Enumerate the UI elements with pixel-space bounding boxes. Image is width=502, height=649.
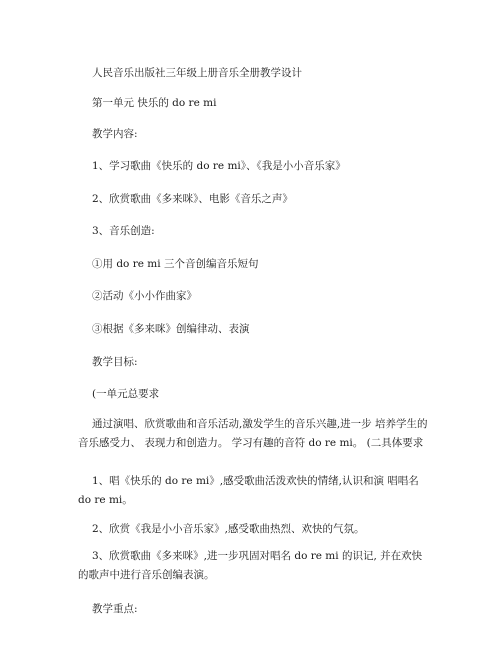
key-points-heading: 教学重点: <box>92 603 138 615</box>
content-heading: 教学内容: <box>92 128 138 140</box>
content-item-3: 3、音乐创造: <box>92 225 155 237</box>
goals-paragraph: 通过演唱、欣赏歌曲和音乐活动,激发学生的音乐兴趣,进一步 培养学生的音乐感受力、 表现力和创造力。 学习有趣的音符 do re mi。 (二具体要求 <box>78 418 428 449</box>
unit-heading: 第一单元 快乐的 do re mi <box>92 97 217 109</box>
content-item-4: ①用 do re mi 三个音创编音乐短句 <box>92 258 259 270</box>
content-item-2: 2、欣赏歌曲《多来咪》、电影《音乐之声》 <box>92 193 293 205</box>
requirement-1: 1、唱《快乐的 do re mi》,感受歌曲活泼欢快的情绪,认识和演 唱唱名 do re mi。 <box>78 475 419 506</box>
requirement-2: 2、欣赏《我是小小音乐家》,感受歌曲热烈、欢快的气氛。 <box>92 523 365 535</box>
requirement-3: 3、欣赏歌曲《多来咪》,进一步巩固对唱名 do re mi 的识记, 并在欢快的歌声中进行音乐创编表演。 <box>78 550 423 581</box>
content-item-6: ③根据《多来咪》创编律动、表演 <box>92 323 250 335</box>
goals-heading: 教学目标: <box>92 356 138 368</box>
goals-subheading: (一单元总要求 <box>92 388 160 400</box>
content-item-5: ②活动《小小作曲家》 <box>92 290 197 302</box>
content-item-1: 1、学习歌曲《快乐的 do re mi》、《我是小小音乐家》 <box>92 160 346 172</box>
document-title: 人民音乐出版社三年级上册音乐全册教学设计 <box>92 67 302 79</box>
